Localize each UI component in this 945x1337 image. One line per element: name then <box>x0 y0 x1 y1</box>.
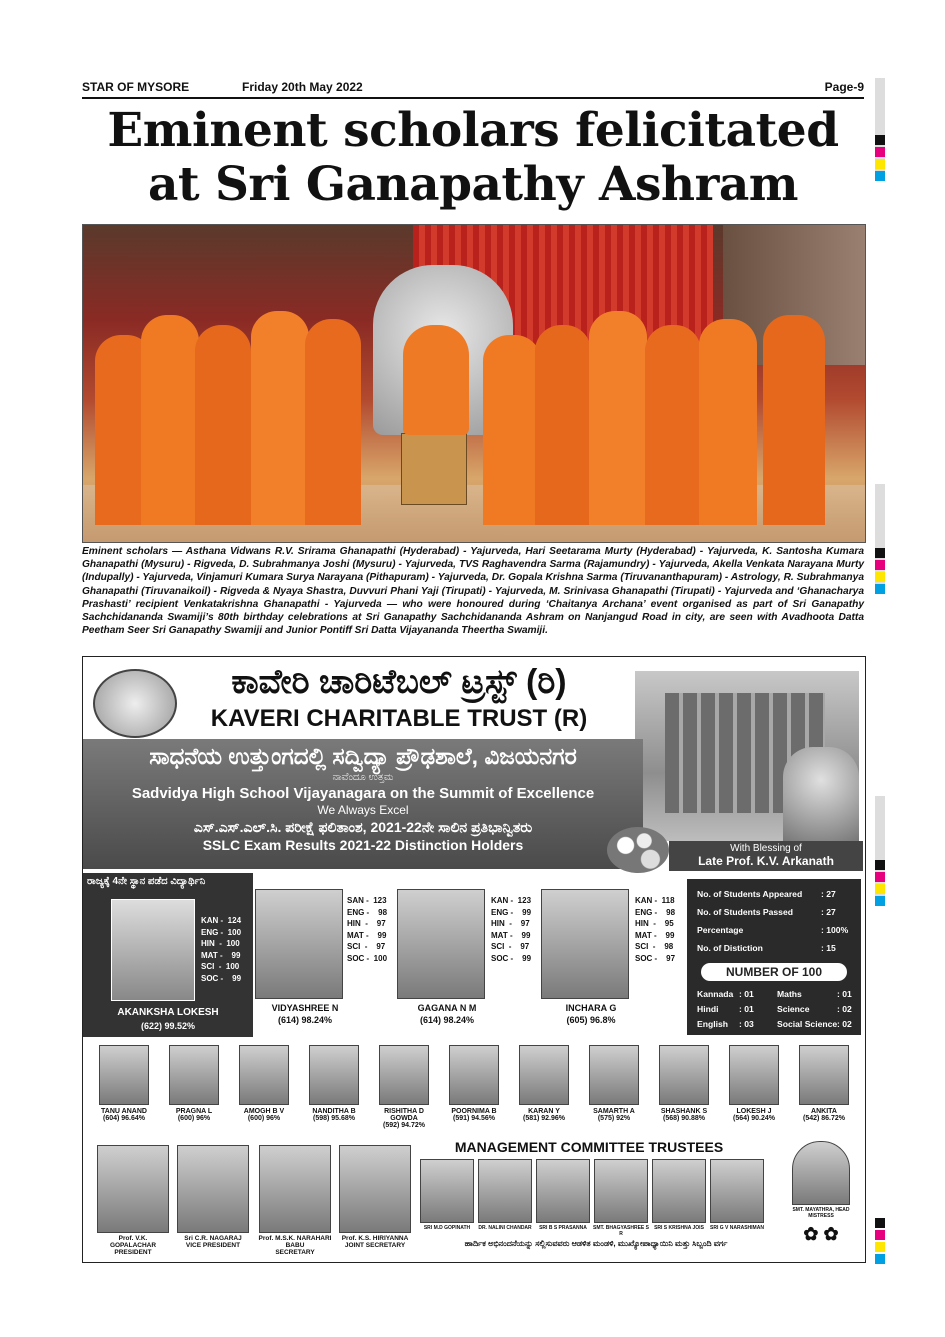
trustee-name: DR. NALINI CHANDAR <box>478 1225 532 1231</box>
top-student-2 <box>397 889 537 1037</box>
registration-cyan <box>875 171 885 181</box>
student-photo <box>255 889 343 999</box>
student-score: (614) 98.24% <box>277 1015 333 1025</box>
officer-role: SECRETARY <box>275 1249 315 1256</box>
trust-title: KAVERI CHARITABLE TRUST (R) <box>210 705 588 732</box>
blessing-name: Late Prof. K.V. Arkanath <box>698 854 834 868</box>
topper-box <box>83 873 253 1037</box>
list-item <box>721 1045 787 1122</box>
trustee-photo <box>536 1159 590 1223</box>
student-marks: KAN - 123 ENG - 99 HIN - 97 MAT - 99 SCI - 97 SOC - 99 <box>491 896 532 963</box>
student-score: (605) 96.8% <box>566 1015 616 1025</box>
student-photo <box>397 889 485 999</box>
stat-row: Percentage <box>697 925 744 935</box>
trustee-name: SRI G V NARASHIMAN <box>710 1225 764 1231</box>
trustee-name: SMT. BHAGYASHREE S R <box>593 1225 649 1237</box>
student-name: AMOGH B V <box>243 1108 285 1115</box>
list-item <box>477 1159 533 1231</box>
officer-photo <box>177 1145 249 1233</box>
registration-yellow <box>875 572 885 582</box>
trustee-photo <box>420 1159 474 1223</box>
headline-line-2: at Sri Ganapathy Ashram <box>147 157 799 212</box>
management-title: MANAGEMENT COMMITTEE TRUSTEES <box>454 1139 724 1155</box>
list-item <box>593 1159 649 1237</box>
flower-bouquet <box>607 827 669 873</box>
stat-row: No. of Students Passed <box>697 907 793 917</box>
student-name: ANKITA <box>811 1108 837 1115</box>
student-score: (604) 96.64% <box>102 1115 146 1122</box>
officer-role: VICE PRESIDENT <box>185 1242 241 1249</box>
list-item <box>651 1159 707 1231</box>
kannada-trust-title: ಕಾವೇರಿ ಚಾರಿಟೆಬಲ್ ಟ್ರಸ್ಟ್ (ರಿ) <box>231 663 567 701</box>
officer-president <box>97 1145 169 1256</box>
scholar-figures <box>83 295 865 525</box>
student-score: (564) 90.24% <box>732 1115 776 1122</box>
student-score: (568) 90.88% <box>662 1115 706 1122</box>
registration-black <box>875 1218 885 1228</box>
top-student-1 <box>255 889 395 1037</box>
list-item <box>161 1045 227 1122</box>
headline <box>82 104 864 212</box>
list-item <box>511 1045 577 1122</box>
student-photo <box>239 1045 289 1105</box>
registration-yellow <box>875 1242 885 1252</box>
registration-cyan <box>875 584 885 594</box>
stat-value: : 27 <box>821 907 836 917</box>
registration-magenta <box>875 872 885 882</box>
registration-cyan <box>875 896 885 906</box>
student-name: SHASHANK S <box>660 1108 708 1115</box>
advertisement-kaveri-trust <box>82 656 866 1263</box>
officer-name: Prof. V.K. GOPALACHAR <box>109 1235 157 1249</box>
headline-line-1: Eminent scholars felicitated <box>107 103 839 158</box>
list-item <box>231 1045 297 1122</box>
list-item <box>581 1045 647 1122</box>
masthead <box>82 80 864 96</box>
news-photo <box>82 224 866 543</box>
school-name: Sadvidya High School Vijayanagara on the Summit of Excellence <box>131 785 595 802</box>
blessing-label: With Blessing of <box>730 843 802 854</box>
student-photo <box>659 1045 709 1105</box>
student-score: (591) 94.56% <box>452 1115 496 1122</box>
kannada-footer: ಹಾರ್ದಿಕ ಅಭಿನಂದನೆಯನ್ನು ಸಲ್ಲಿಸುವವರು ಆಡಳಿತ ಮಂಡಳಿ, ಮುಖ್ಯೋಪಾಧ್ಯಾಯಿನಿ ಮತ್ತು ಸಿಬ್ಬಂದಿ ವರ್ಗ <box>464 1239 728 1248</box>
student-name: KARAN Y <box>528 1108 560 1115</box>
results-heading: SSLC Exam Results 2021-22 Distinction Holders <box>202 837 524 853</box>
list-item <box>791 1045 857 1122</box>
student-name: RISHITHA D GOWDA <box>384 1108 424 1122</box>
list-item <box>301 1045 367 1122</box>
registration-cyan <box>875 1254 885 1264</box>
officer-photo <box>259 1145 331 1233</box>
kannada-results-heading: ಎಸ್.ಎಸ್.ಎಲ್.ಸಿ. ಪರೀಕ್ಷೆ ಫಲಿತಾಂಶ, 2021-22ನೇ ಸಾಲಿನ ಪ್ರತಿಭಾನ್ವಿತರು <box>193 819 533 835</box>
stat-value: : 27 <box>821 889 836 899</box>
officer-joint-secretary <box>339 1145 411 1249</box>
kannada-tagline: ನಾವೆಂದೂ ಉತ್ತಮ <box>332 772 394 783</box>
arkanath-portrait <box>783 747 859 841</box>
registration-yellow <box>875 884 885 894</box>
officer-name: Prof. M.S.K. NARAHARI BABU <box>258 1235 332 1249</box>
student-name: TANU ANAND <box>101 1108 147 1115</box>
topper-photo <box>111 899 195 1001</box>
registration-black <box>875 860 885 870</box>
student-name: SAMARTH A <box>593 1108 635 1115</box>
student-score: (592) 94.72% <box>382 1122 426 1129</box>
officer-photo <box>97 1145 169 1233</box>
student-marks: KAN - 118 ENG - 98 HIN - 95 MAT - 99 SCI - 98 SOC - 97 <box>635 896 676 963</box>
registration-magenta <box>875 147 885 157</box>
list-item <box>441 1045 507 1122</box>
state-rank-label: ರಾಜ್ಯಕ್ಕೆ 4ನೇ ಸ್ಥಾನ ಪಡೆದ ವಿದ್ಯಾರ್ಥಿನಿ <box>87 876 206 887</box>
student-score: (614) 98.24% <box>419 1015 475 1025</box>
topper-score: (622) 99.52% <box>140 1021 196 1031</box>
student-score: (542) 86.72% <box>802 1115 846 1122</box>
student-photo <box>541 889 629 999</box>
officer-name: Prof. K.S. HIRIYANNA <box>341 1235 409 1242</box>
student-score: (581) 92.96% <box>522 1115 566 1122</box>
trust-logo <box>93 669 177 738</box>
flower-icon: ✿ ✿ <box>803 1224 839 1244</box>
officer-role: JOINT SECRETARY <box>344 1242 406 1249</box>
student-name: POORNIMA B <box>451 1108 497 1115</box>
trustee-photo <box>652 1159 706 1223</box>
student-photo <box>729 1045 779 1105</box>
student-score: (598) 95.68% <box>312 1115 356 1122</box>
student-score: (600) 96% <box>177 1115 211 1122</box>
stat-value: : 100% <box>821 925 849 935</box>
student-name: INCHARA G <box>565 1003 617 1013</box>
trustees-row <box>419 1159 769 1237</box>
student-name: PRAGNA L <box>175 1108 213 1115</box>
registration-black <box>875 548 885 558</box>
topper-marks: KAN - 124 ENG - 100 HIN - 100 MAT - 99 SCI - 100 SOC - 99 <box>201 916 242 983</box>
top-student-3 <box>541 889 681 1037</box>
stat-value: : 15 <box>821 943 836 953</box>
school-motto: We Always Excel <box>317 803 409 817</box>
page-number: Page-9 <box>824 80 864 94</box>
officer-photo <box>339 1145 411 1233</box>
masthead-rule <box>82 97 864 99</box>
student-name: NANDITHA B <box>312 1108 356 1115</box>
student-photo <box>589 1045 639 1105</box>
registration-black <box>875 135 885 145</box>
list-item <box>535 1159 591 1231</box>
kannada-school-name: ಸಾಧನೆಯ ಉತ್ತುಂಗದಲ್ಲಿ ಸದ್ವಿದ್ಯಾ ಪ್ರೌಢಶಾಲೆ, ವಿಜಯನಗರ <box>149 743 577 769</box>
trustee-photo <box>478 1159 532 1223</box>
school-banner <box>83 739 643 869</box>
student-name: VIDYASHREE N <box>271 1003 339 1013</box>
issue-date: Friday 20th May 2022 <box>242 80 363 94</box>
student-photo <box>169 1045 219 1105</box>
blessing-box <box>669 841 863 871</box>
officer-vice-president <box>177 1145 249 1249</box>
list-item <box>709 1159 765 1231</box>
number-of-badge: NUMBER OF 100 <box>701 963 847 981</box>
list-item <box>91 1045 157 1122</box>
student-score: (600) 96% <box>247 1115 281 1122</box>
registration-magenta <box>875 560 885 570</box>
trustee-photo <box>594 1159 648 1223</box>
student-score: (575) 92% <box>597 1115 631 1122</box>
student-row <box>91 1045 857 1131</box>
trustee-name: SRI B S PRASANNA <box>539 1225 587 1231</box>
student-photo <box>309 1045 359 1105</box>
trustee-name: SRI S KRISHNA JOIS <box>654 1225 704 1231</box>
headmistress-photo <box>792 1141 850 1205</box>
stat-row: No. of Students Appeared <box>697 889 803 899</box>
trustee-name: SRI M.D GOPINATH <box>423 1225 471 1231</box>
newspaper-name: STAR OF MYSORE <box>82 80 190 94</box>
results-stats-box: No. of Students Appeared : 27 No. of Students Passed : 27 Percentage : 100% No. of Distiction : 15 NUMBER OF 100 Kannada : 01 Maths : 01 Hindi : 01 Science : 02 English : 03 Social Science : 02 <box>687 879 861 1035</box>
student-photo <box>799 1045 849 1105</box>
trustee-photo <box>710 1159 764 1223</box>
student-name: GAGANA N M <box>417 1003 477 1013</box>
officer-role: PRESIDENT <box>114 1249 152 1256</box>
officer-secretary <box>257 1145 333 1256</box>
list-item <box>419 1159 475 1231</box>
list-item <box>651 1045 717 1122</box>
student-photo <box>449 1045 499 1105</box>
student-photo <box>99 1045 149 1105</box>
headmistress-name: SMT. MAYATHRA, HEAD MISTRESS <box>792 1207 850 1219</box>
registration-magenta <box>875 1230 885 1240</box>
list-item <box>371 1045 437 1129</box>
headmistress <box>783 1141 859 1245</box>
student-photo <box>519 1045 569 1105</box>
photo-caption: Eminent scholars — Asthana Vidwans R.V. Srirama Ghanapathi (Hyderabad) - Yajurveda, Hari Seetarama Murty (Hyderabad) - Yajurveda, K. Santosha Kumara Ghanapathi (Mysuru) - Rigveda, D. Subrahmanya Joshi (Mysuru) - Yajurveda, TVS Raghavendra Sarma (Rajamundry) - Yajurveda, Akella Venkata Narayana Murty (Indupally) - Yajurveda, Vinjamuri Kumara Surya Narayana (Pithapuram) - Yajurveda, Dr. Gopala Krishna Sarma (Tiruvananthapuram) - Astrology, R. Subrahmanya Ghanapathi (Tiruvanaikoil) - Rigveda & Nyaya Shastra, Duvvuri Phani Yaji (Tirupati) - Yajurveda, M. Srinivasa Ghanapathi (Tirupati) - Yajurveda and ‘Ghanacharya Prashasti’ recipient Venkatakrishna Ghanapathi - Yajurveda — who were honoured during ‘Chaitanya Archana’ event organised as part of Sri Ganapathy Sachchidananda Swamiji’s 80th birthday celebrations at Sri Ganapathy Sachchidananda Ashram on Nanjangud Road in city, are seen with Avadhoota Datta Peetham Seer Sri Ganapathy Swamiji and Junior Pontiff Sri Datta Vijayananda Theertha Swamiji. <box>82 546 864 637</box>
officer-name: Sri C.R. NAGARAJ <box>184 1235 242 1242</box>
stat-row: No. of Distiction <box>697 943 763 953</box>
student-marks: SAN - 123 ENG - 98 HIN - 97 MAT - 99 SCI - 97 SOC - 100 <box>347 896 388 963</box>
registration-yellow <box>875 159 885 169</box>
student-name: LOKESH J <box>736 1108 772 1115</box>
topper-name: AKANKSHA LOKESH <box>117 1007 219 1018</box>
student-photo <box>379 1045 429 1105</box>
